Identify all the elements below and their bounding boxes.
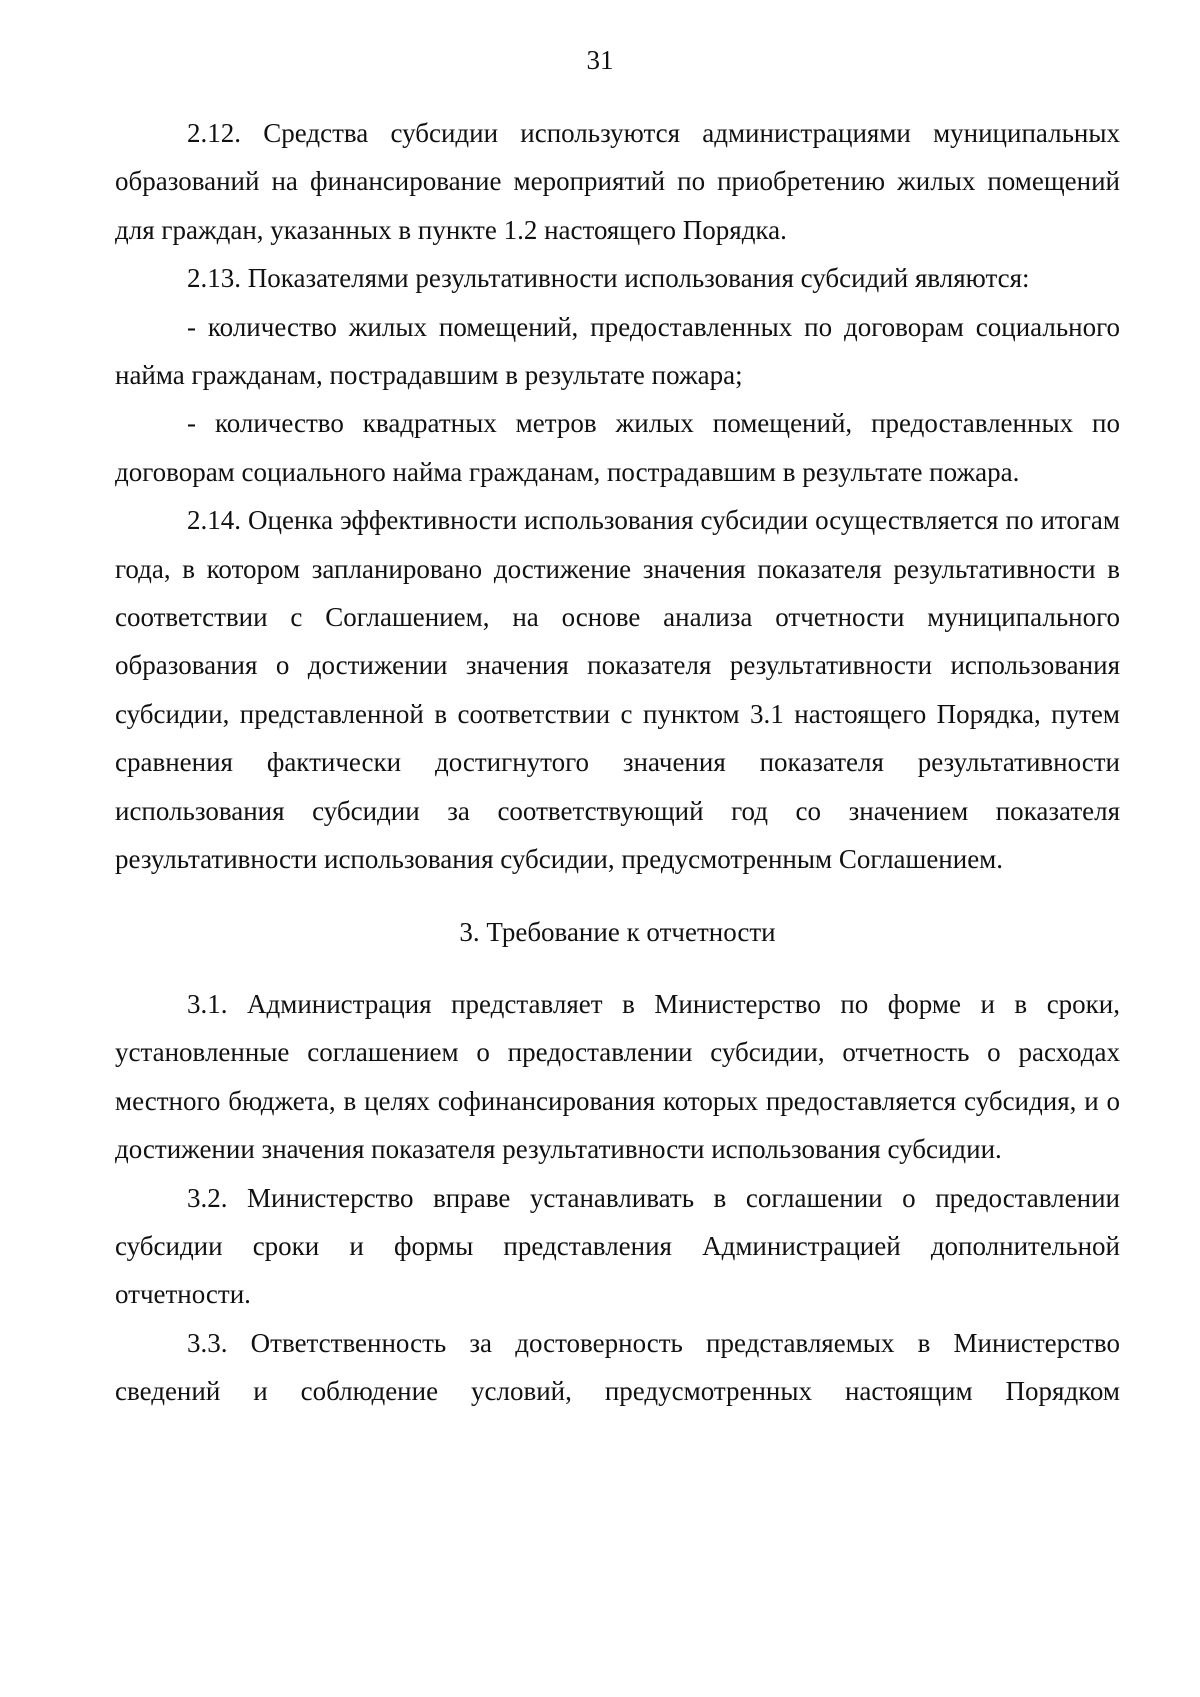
paragraph-2-13: 2.13. Показателями результативности использования субсидий являются: — [187, 263, 1030, 294]
paragraph-3-1: 3.1. Администрация представляет в Министерство по форме и в сроки, установленные соглашением о предоставлении субсидии, отчетность о расходах местного бюджета, в целях софинансирования которых предоставляется субсидия, и о достижении значения показателя результативности использования субсидии. — [115, 988, 1120, 1165]
list-item-square-meters: - количество квадратных метров жилых помещений, предоставленных по договорам социального найма гражданам, пострадавшим в результате пожара. — [115, 408, 1120, 487]
paragraph-2-12: 2.12. Средства субсидии используются администрациями муниципальных образований на финансирование мероприятий по приобретению жилых помещений для граждан, указанных в пункте 1.2 настоящего Порядка. — [115, 118, 1120, 245]
paragraph-3-2: 3.2. Министерство вправе устанавливать в соглашении о предоставлении субсидии сроки и формы представления Администрацией дополнительной отчетности. — [115, 1182, 1120, 1310]
document-body — [115, 109, 1120, 1416]
page-number: 31 — [586, 45, 614, 75]
paragraph-3-3: 3.3. Ответственность за достоверность представляемых в Министерство сведений и соблюдение условий, предусмотренных настоящим Порядком — [115, 1327, 1120, 1407]
section-heading-3: 3. Требование к отчетности — [459, 916, 776, 947]
list-item-housing-count: - количество жилых помещений, предоставленных по договорам социального найма гражданам, пострадавшим в результате пожара; — [115, 311, 1120, 391]
paragraph-2-14: 2.14. Оценка эффективности использования субсидии осуществляется по итогам года, в котором запланировано достижение значения показателя результативности в соответствии с Соглашением, на основе анализа отчетности муниципального образования о достижении значения показателя результативности использования субсидии, представленной в соответствии с пунктом 3.1 настоящего Порядка, путем сравнения фактически достигнутого значения показателя результативности использования субсидии за соответствующий год со значением показателя результативности использования субсидии, предусмотренным Соглашением. — [115, 505, 1120, 875]
